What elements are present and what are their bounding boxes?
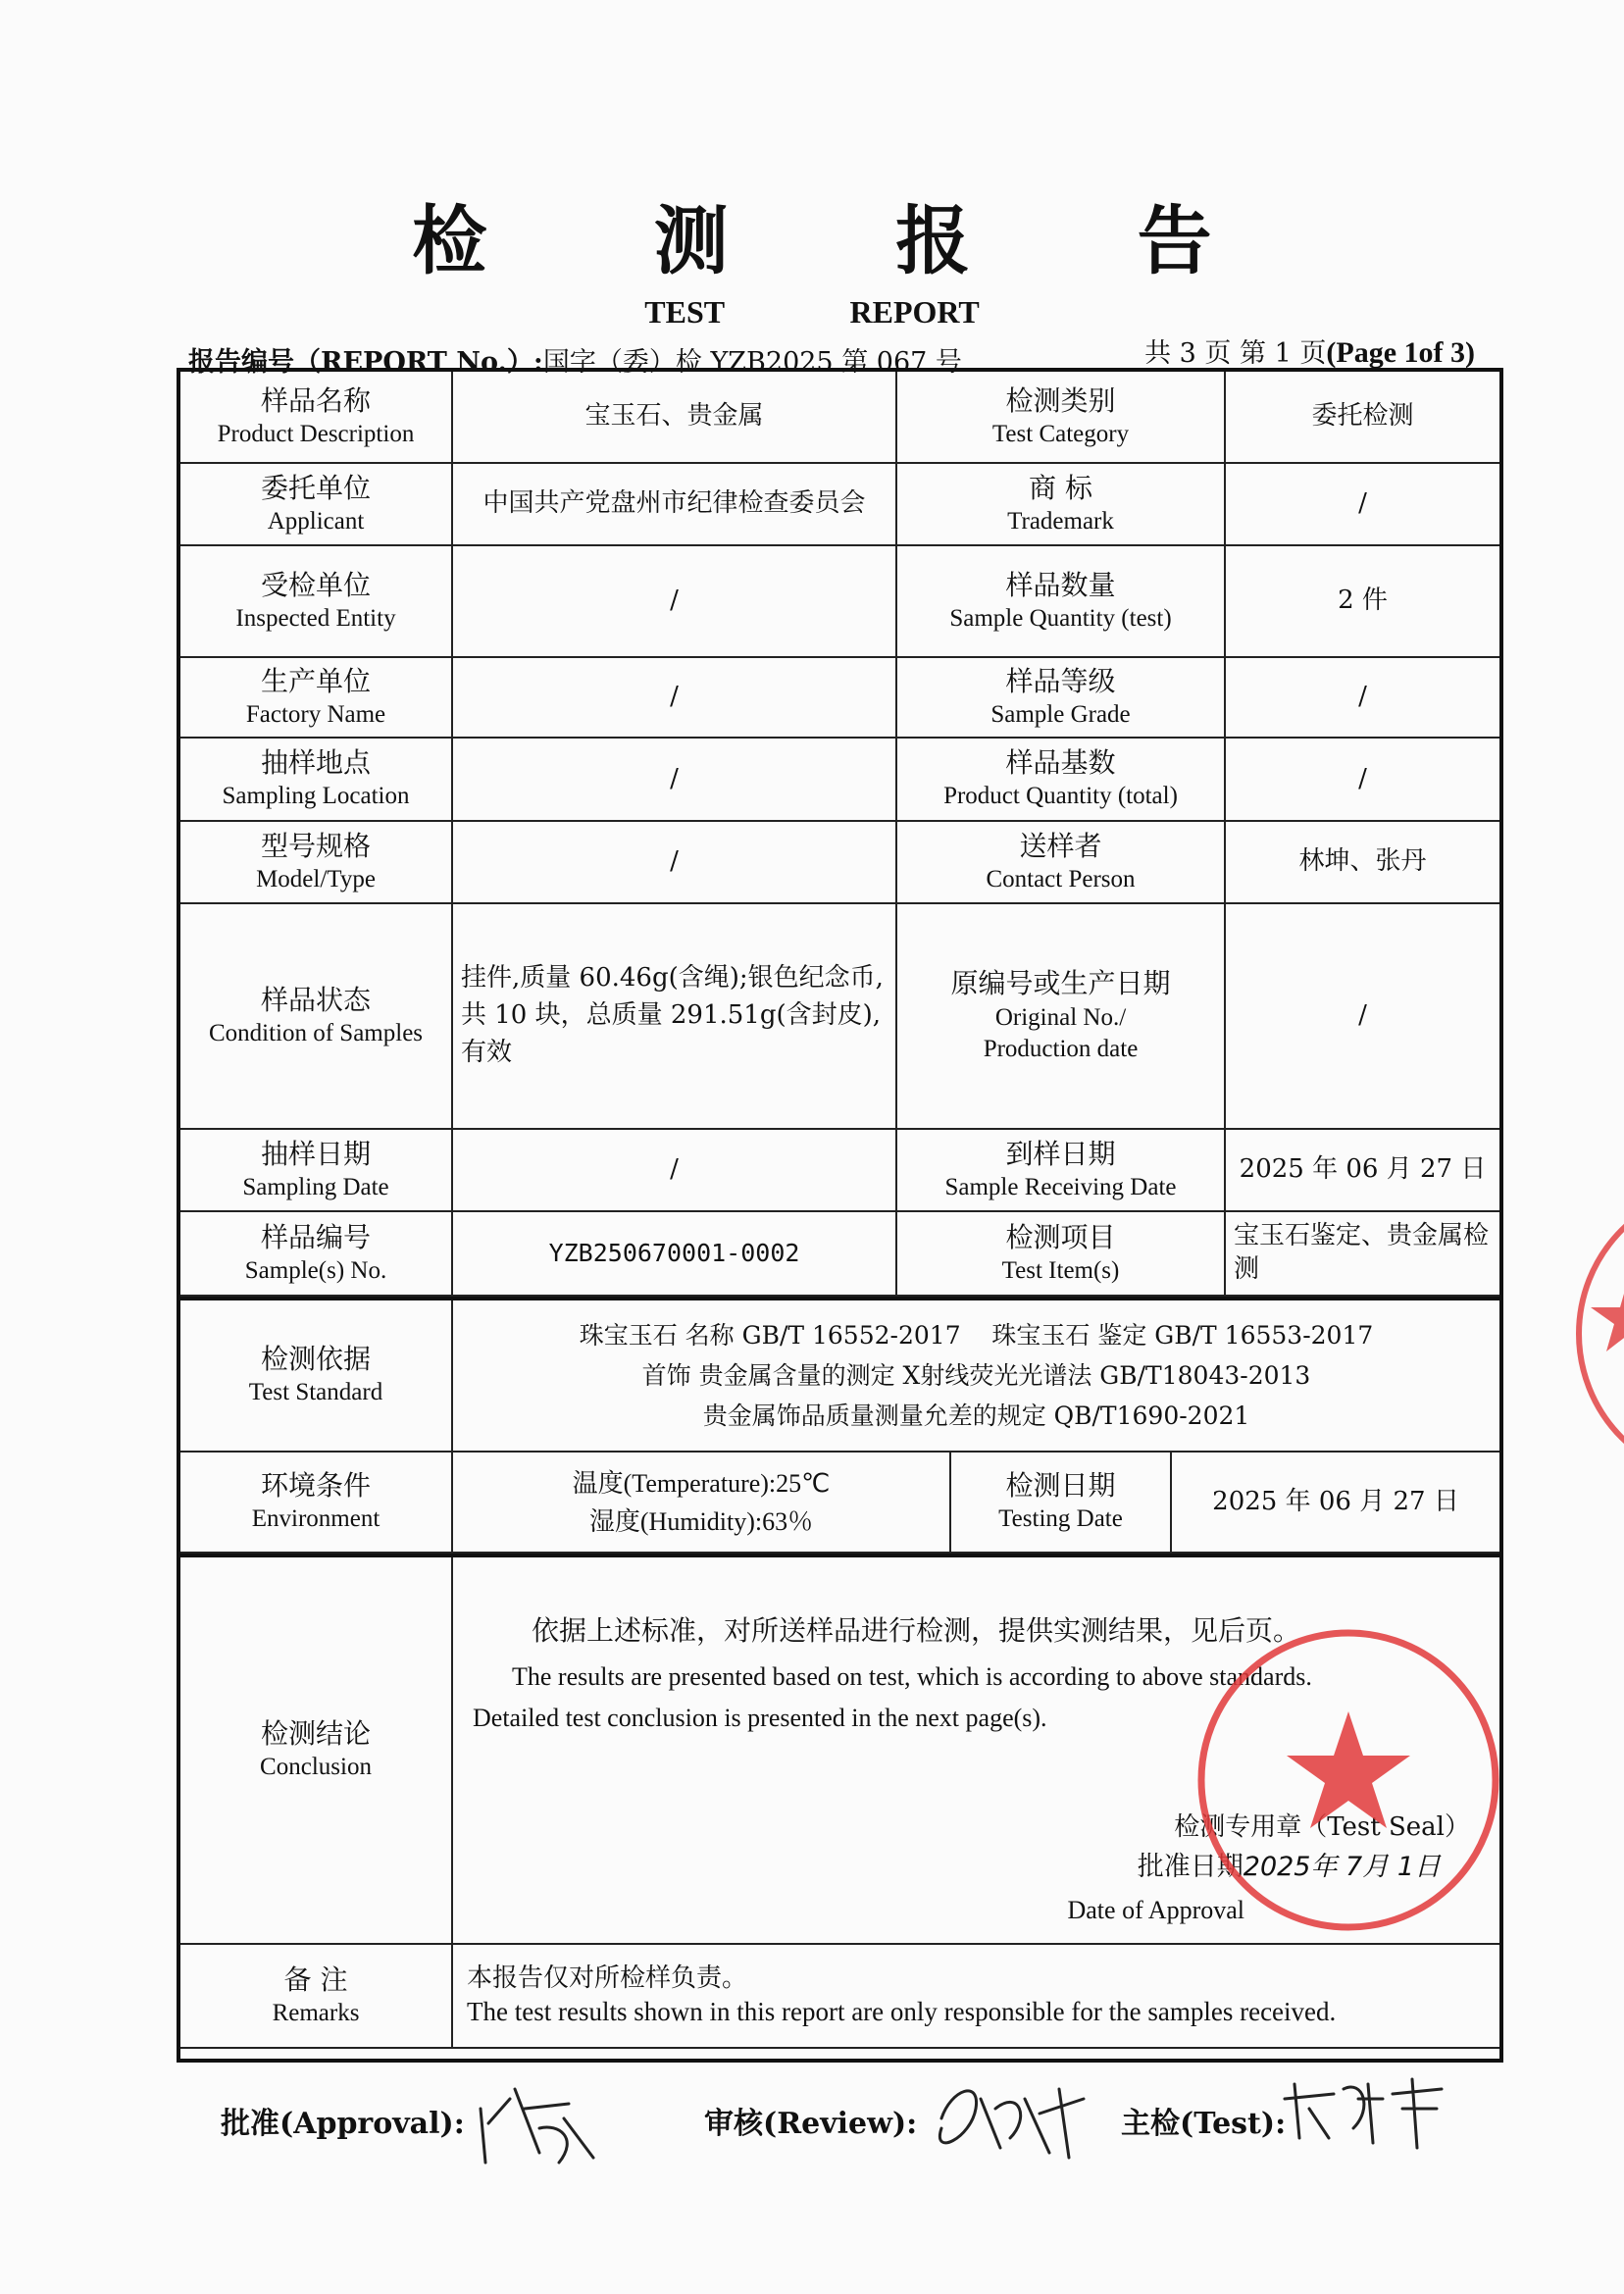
remarks-table [180, 1945, 1499, 2049]
remarks-value: 本报告仅对所检样负责。 The test results shown in this report are only responsible for the samples received. [452, 1945, 1499, 2048]
test-category-value: 委托检测 [1225, 372, 1499, 463]
condition-value: 挂件,质量 60.46g(含绳);银色纪念币,共 10 块，总质量 291.51g(含封皮),有效 [452, 903, 896, 1129]
table-row [180, 1453, 1499, 1553]
review-signature [922, 2069, 1098, 2167]
receiving-date-label: 到样日期 Sample Receiving Date [896, 1129, 1225, 1211]
table-row [180, 821, 1499, 903]
table-row [180, 1299, 1499, 1452]
trademark-label: 商 标 Trademark [896, 463, 1225, 545]
info-table [180, 372, 1499, 1297]
approval-date: 批准日期2025年 7月 1日 [1137, 1851, 1441, 1882]
standard-table [180, 1297, 1499, 1453]
contact-person-label: 送样者 Contact Person [896, 821, 1225, 903]
table-row [180, 463, 1499, 545]
approval-date-en: Date of Approval [1067, 1896, 1244, 1925]
approval-signature [471, 2079, 608, 2167]
testing-date-value: 2025 年 06 月 27 日 [1171, 1453, 1499, 1553]
table-row [180, 545, 1499, 657]
testing-date-label: 检测日期 Testing Date [950, 1453, 1171, 1553]
condition-label: 样品状态 Condition of Samples [180, 903, 452, 1129]
inspected-entity-label: 受检单位 Inspected Entity [180, 545, 452, 657]
original-no-value: / [1225, 903, 1499, 1129]
test-items-value: 宝玉石鉴定、贵金属检测 [1225, 1211, 1499, 1296]
sample-no-value: YZB250670001-0002 [452, 1211, 896, 1296]
table-row [180, 1129, 1499, 1211]
conclusion-line-en2: Detailed test conclusion is presented in the next page(s). [473, 1703, 1047, 1732]
test-seal-label: 检测专用章（Test Seal） [1174, 1812, 1470, 1843]
test-standard-label: 检测依据 Test Standard [180, 1299, 452, 1452]
report-number-value: 国字（委）检 YZB2025 第 067 号 [542, 347, 962, 378]
approval-label: 批准(Approval): [221, 2107, 465, 2141]
sample-grade-value: / [1225, 657, 1499, 738]
sample-no-label: 样品编号 Sample(s) No. [180, 1211, 452, 1296]
test-seal-stamp [1187, 1618, 1510, 1942]
report-subtitle: TEST REPORT [644, 294, 980, 330]
review-label: 审核(Review): [704, 2107, 918, 2141]
report-number-label: 报告编号（REPORT No.）: [188, 347, 543, 378]
page-info-cn: 共 3 页 第 1 页 [1144, 338, 1327, 369]
test-signature [1275, 2069, 1451, 2158]
page-info-en: (Page 1of 3) [1326, 336, 1475, 369]
original-no-label: 原编号或生产日期 Original No./ Production date [896, 903, 1225, 1129]
factory-name-value: / [452, 657, 896, 738]
product-quantity-value: / [1225, 738, 1499, 821]
test-label: 主检(Test): [1121, 2107, 1287, 2141]
model-type-value: / [452, 821, 896, 903]
table-row [180, 903, 1499, 1129]
environment-label: 环境条件 Environment [180, 1453, 452, 1553]
remarks-label: 备 注 Remarks [180, 1945, 452, 2048]
trademark-value: / [1225, 463, 1499, 545]
table-row [180, 372, 1499, 463]
test-category-label: 检测类别 Test Category [896, 372, 1225, 463]
applicant-label: 委托单位 Applicant [180, 463, 452, 545]
sampling-date-label: 抽样日期 Sampling Date [180, 1129, 452, 1211]
sample-quantity-value: 2 件 [1225, 545, 1499, 657]
sampling-date-value: / [452, 1129, 896, 1211]
factory-name-label: 生产单位 Factory Name [180, 657, 452, 738]
sample-grade-label: 样品等级 Sample Grade [896, 657, 1225, 738]
test-items-label: 检测项目 Test Item(s) [896, 1211, 1225, 1296]
conclusion-line-cn: 依据上述标准，对所送样品进行检测，提供实测结果，见后页。 [532, 1613, 1301, 1647]
table-row [180, 1945, 1499, 2048]
conclusion-label: 检测结论 Conclusion [180, 1555, 452, 1944]
table-row [180, 738, 1499, 821]
environment-value: 温度(Temperature):25℃ 湿度(Humidity):63％ [452, 1453, 950, 1553]
conclusion-line-en1: The results are presented based on test, which is according to above standards. [512, 1661, 1312, 1691]
product-quantity-label: 样品基数 Product Quantity (total) [896, 738, 1225, 821]
environment-table [180, 1453, 1499, 1554]
contact-person-value: 林坤、张丹 [1225, 821, 1499, 903]
receiving-date-value: 2025 年 06 月 27 日 [1225, 1129, 1499, 1211]
table-row [180, 1211, 1499, 1296]
product-description-value: 宝玉石、贵金属 [452, 372, 896, 463]
partial-seal-stamp [1569, 1172, 1624, 1496]
test-standard-value: 珠宝玉石 名称 GB/T 16552-2017 珠宝玉石 鉴定 GB/T 16553-2017 首饰 贵金属含量的测定 X射线荧光光谱法 GB/T18043-2013 贵金属饰品质量测量允差的规定 QB/T1690-2021 [452, 1299, 1499, 1452]
applicant-value: 中国共产党盘州市纪律检查委员会 [452, 463, 896, 545]
model-type-label: 型号规格 Model/Type [180, 821, 452, 903]
page-info [1144, 331, 1475, 370]
report-title: 检 测 报 告 [412, 197, 1283, 284]
table-row [180, 657, 1499, 738]
product-description-label: 样品名称 Product Description [180, 372, 452, 463]
sample-quantity-label: 样品数量 Sample Quantity (test) [896, 545, 1225, 657]
inspected-entity-value: / [452, 545, 896, 657]
sampling-location-label: 抽样地点 Sampling Location [180, 738, 452, 821]
sampling-location-value: / [452, 738, 896, 821]
